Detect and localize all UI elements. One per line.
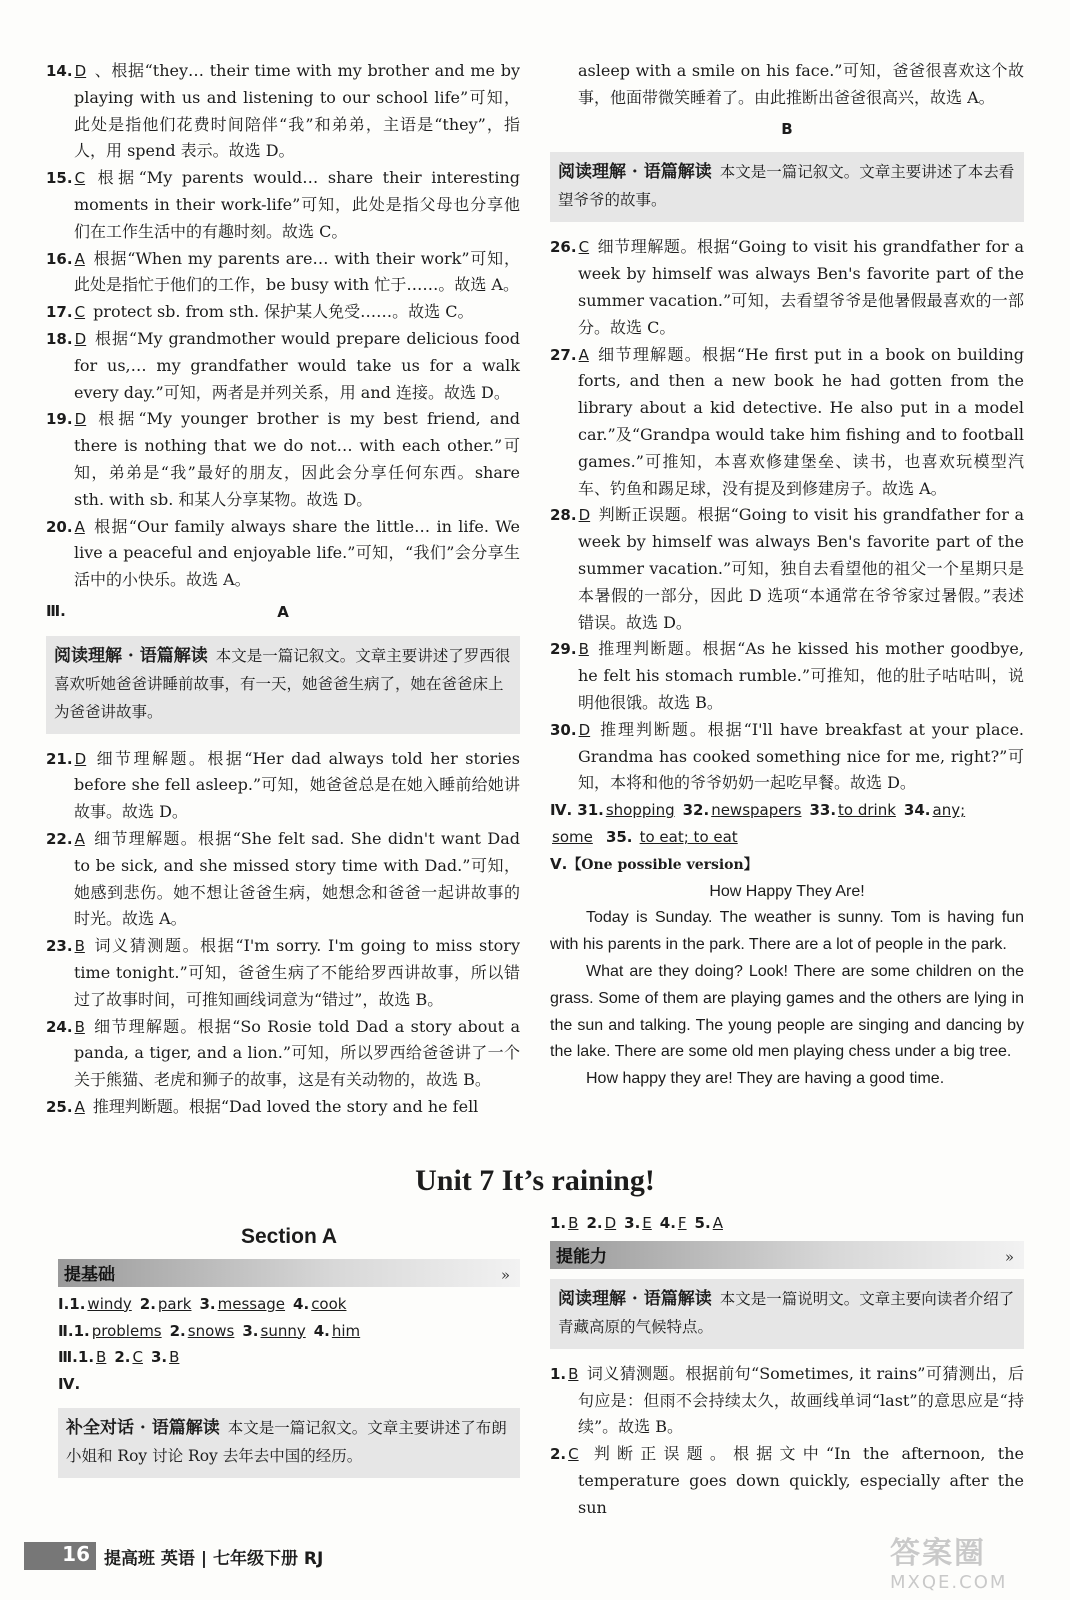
answer-num: 24. [46, 1017, 73, 1036]
answer-choice: F [677, 1214, 687, 1232]
answer-num: 21. [46, 749, 73, 768]
answer-choice: D [578, 506, 591, 525]
answer-item [550, 636, 1024, 716]
answer-num: 5. [694, 1214, 711, 1232]
answer-fill: B [169, 1348, 180, 1367]
box-text: 本文是一篇记叙文。文章主要讲述了布朗小姐和 Roy 讨论 Roy 去年去中国的经历。 [66, 1418, 507, 1465]
section-3-header [46, 598, 520, 626]
answer-num: 26. [550, 238, 577, 257]
answer-num: 30. [550, 720, 577, 739]
answer-fill: problems [91, 1321, 162, 1340]
continued-text: asleep with a smile on his face.”可知，爸爸很喜欢这个故事，他面带微笑睡着了。由此推断出爸爸很高兴，故选 A。 [578, 61, 1024, 107]
section-title: Section A [240, 1225, 338, 1248]
answer-item [46, 933, 520, 1013]
reading-summary-box-c [550, 1279, 1024, 1349]
answer-num: 1. [73, 1321, 90, 1340]
answer-item [46, 58, 520, 165]
watermark-line1: 答案圈 [890, 1536, 986, 1571]
answer-item [550, 717, 1024, 797]
row-label: Ⅲ. [58, 1348, 78, 1367]
right-column [550, 58, 1024, 1093]
answer-explanation: 根据“My parents would… share their interesting moments in their work-life”可知，此处是指父母也分享他们在工作生活中的有趣时刻。故选 C。 [74, 168, 520, 241]
box-tag: 阅读理解 · 语篇解读 [558, 162, 712, 183]
answer-fill: to drink [838, 801, 896, 820]
answer-explanation: 推理判断题。根据“Dad loved the story and he fell [92, 1096, 479, 1116]
left-lower-column [58, 1220, 520, 1490]
chevron-right-icon: » [1004, 1247, 1014, 1266]
answer-num: 35. [605, 827, 633, 846]
essay-title: How Happy They Are! [709, 882, 865, 900]
section-5-header [550, 851, 1024, 879]
answer-item [46, 514, 520, 594]
answer-num: 29. [550, 640, 577, 659]
answer-fill: newspapers [711, 801, 802, 820]
answer-num: 3. [199, 1294, 216, 1313]
answer-item [46, 1094, 520, 1121]
section-4-label: Ⅳ. [58, 1375, 81, 1394]
answer-choice: A [74, 829, 85, 848]
answer-choice: A [74, 1097, 85, 1116]
answer-num: 33. [809, 801, 837, 820]
answer-choice: A [712, 1214, 723, 1232]
answer-num: 1. [69, 1294, 86, 1313]
answer-explanation: 判断正误题。根据文中“In the afternoon, the temperature goes down quickly, especially after the sun [578, 1444, 1024, 1517]
answer-explanation: 推理判断题。根据“As he kissed his mother goodbye, he felt his stomach rumble.”可推知，他的肚子咕咕叫，说明他很饿。故选 B。 [578, 639, 1024, 712]
answer-explanation: 细节理解题。根据“She felt sad. She didn't want Dad to be sick, and she missed story time with Dad.”可知，她感到悲伤。她不想让爸爸生病，她想念和爸爸一起讲故事的时光。故选 A。 [74, 828, 520, 929]
answer-num: 4. [293, 1294, 310, 1313]
answer-item [550, 342, 1024, 503]
answer-choice: C [74, 169, 86, 188]
answer-num: 19. [46, 410, 73, 429]
section-4-cont [550, 824, 1024, 851]
answer-num: 23. [46, 937, 73, 956]
answer-item [46, 746, 520, 826]
answer-num: 32. [682, 801, 710, 820]
box-text: 本文是一篇说明文。文章主要向读者介绍了青藏高原的气候特点。 [558, 1289, 1015, 1336]
answer-fill: any; [932, 801, 966, 820]
section-5-tag: 【One possible version】 [567, 856, 758, 873]
section-4-label: Ⅳ. [550, 801, 573, 820]
answer-choice: C [74, 303, 86, 322]
answer-num: 1. [77, 1348, 95, 1367]
answer-num: 15. [46, 169, 73, 188]
answer-explanation: 根据“Our family always share the little… in life. We live a peaceful and enjoyable life.”可知，“我们”会分享生活中的小快乐。故选 A。 [74, 516, 520, 590]
chevron-right-icon: » [500, 1265, 510, 1284]
answer-row [58, 1318, 520, 1345]
answer-num: 3. [150, 1348, 168, 1367]
answer-fill: windy [87, 1294, 132, 1313]
answer-num: 28. [550, 506, 577, 525]
answer-num: 4. [313, 1321, 330, 1340]
page-number: 16 [24, 1542, 96, 1570]
answer-item [550, 1361, 1024, 1441]
answer-num: 27. [550, 345, 577, 364]
answer-num: 3. [624, 1214, 641, 1232]
dialogue-summary-box [58, 1408, 520, 1478]
box-text: 本文是一篇记叙文。文章主要讲述了罗西很喜欢听她爸爸讲睡前故事，有一天，她爸爸生病了，她在爸爸床上为爸爸讲故事。 [54, 646, 511, 721]
answer-35: to eat; to eat [639, 827, 738, 846]
answer-num: 2. [114, 1348, 131, 1367]
answer-fill: sunny [260, 1321, 306, 1340]
answer-item [46, 326, 520, 406]
left-column [46, 58, 520, 1121]
answer-choice: A [74, 249, 85, 268]
answer-choice: B [74, 1017, 85, 1036]
right-lower-column [550, 1210, 1024, 1522]
answer-num: 17. [46, 303, 73, 322]
answer-item [46, 406, 520, 513]
answer-choice: E [642, 1214, 652, 1232]
answer-item [46, 1014, 520, 1094]
section-5-label: Ⅴ. [550, 854, 568, 873]
answer-fill: him [331, 1321, 361, 1340]
answer-choice: B [568, 1364, 579, 1383]
answer-explanation: 判断正误题。根据“Going to visit his grandfather for a week by himself was always Ben's favorite part of the summer vacation.”可知，独自去看望他的祖父一个星期只是本暑假的一部分，因此 D 选项“本通常在爷爷家过暑假。”表述错误。故选 D。 [578, 505, 1024, 632]
bar-label: 提基础 [64, 1264, 115, 1285]
answer-num: 34. [903, 801, 931, 820]
answer-choice: B [74, 937, 85, 956]
answer-num: 2. [586, 1214, 603, 1232]
section-3-label: Ⅲ. [46, 601, 66, 620]
unit-title: Unit 7 It’s raining! [415, 1164, 655, 1197]
answer-item [550, 502, 1024, 636]
answer-explanation: 、根据“they… their time with my brother and me by playing with us and listening to our school life”可知，此处是指他们花费时间陪伴“我”和弟弟，主语是“they”，指人，用 spend 表示。故选 D。 [74, 61, 520, 161]
answer-num: 2. [169, 1321, 186, 1340]
footer-text: 提高班 英语 | 七年级下册 RJ [104, 1549, 324, 1569]
answer-num: 3. [242, 1321, 259, 1340]
row-label: Ⅱ. [58, 1321, 74, 1340]
box-tag: 补全对话 · 语篇解读 [66, 1417, 220, 1438]
answer-num: 31. [577, 801, 604, 820]
section-letter-b: B [781, 119, 793, 138]
answer-num: 1. [550, 1364, 567, 1383]
answer-choice: C [578, 238, 590, 257]
answer-explanation: 词义猜测题。根据“I'm sorry. I'm going to miss story time tonight.”可知，爸爸生病了不能给罗西讲故事，所以错过了故事时间，可推知画线词意为“错过”，故选 B。 [74, 936, 520, 1009]
answer-choice: A [578, 345, 589, 364]
section-3-letter: A [277, 602, 289, 621]
answer-explanation: 推理判断题。根据“I'll have breakfast at your place. Grandma has cooked something nice for me, right?”可知，本将和他的爷爷奶奶一起吃早餐。故选 D。 [578, 719, 1024, 793]
row-label: Ⅰ. [58, 1294, 70, 1313]
answer-fill: snows [187, 1321, 235, 1340]
answer-choice: C [568, 1445, 579, 1464]
answer-choice: D [74, 62, 87, 80]
answer-explanation: 根据“When my parents are… with their work”可知，此处是指忙于他们的工作，be busy with 忙于……。故选 A。 [74, 248, 520, 295]
answer-fill: park [157, 1294, 192, 1313]
essay-paragraph: How happy they are! They are having a good time. [586, 1070, 945, 1088]
answer-fill: C [132, 1348, 143, 1367]
basic-bar [58, 1259, 520, 1287]
section-4-answers [550, 797, 1024, 824]
essay-paragraph: Today is Sunday. The weather is sunny. Tom is having fun with his parents in the park. There are a lot of people in the park. [550, 909, 1024, 954]
answer-fill: message [217, 1294, 286, 1313]
answer-explanation: 根据“My younger brother is my best friend, and there is nothing that we do not… with each other.”可知，弟弟是“我”最好的朋友，因此会分享任何东西。share sth. with sb. 和某人分享某物。故选 D。 [74, 409, 520, 509]
reading-summary-box-a [46, 636, 520, 734]
reading-summary-box-b [550, 152, 1024, 222]
answer-fill: B [96, 1348, 107, 1367]
answer-num: 25. [46, 1097, 73, 1116]
watermark-line2: MXQE.COM [890, 1572, 1008, 1593]
box-tag: 阅读理解 · 语篇解读 [54, 645, 208, 666]
bar-label: 提能力 [556, 1246, 607, 1267]
answer-row [58, 1344, 520, 1371]
answer-explanation: 细节理解题。根据“Going to visit his grandfather for a week by himself was always Ben's favorite part of the summer vacation.”可知，去看望爷爷是他暑假最喜欢的一部分。故选 C。 [578, 237, 1024, 337]
answer-num: 2. [139, 1294, 156, 1313]
answer-item [550, 1441, 1024, 1521]
answer-num: 2. [550, 1445, 567, 1464]
answer-item [46, 165, 520, 245]
essay-paragraph: What are they doing? Look! There are some children on the grass. Some of them are playing games and the others are lying in the sun and talking. The young people are singing and dancing by the lake. There are some old men playing chess under a big tree. [550, 962, 1024, 1061]
answer-choice: D [74, 329, 87, 348]
answer-explanation: 细节理解题。根据“He first put in a book on building forts, and then a new book he had gotten from the library about a kid detective. He also put in a model car.”及“Grandpa would take him fishing and to football games.”可推知，本喜欢修建堡垒、读书，也喜欢玩模型汽车、钓鱼和踢足球，没有提及到修建房子。故选 A。 [578, 344, 1024, 498]
answer-item [550, 234, 1024, 341]
answer-explanation: 细节理解题。根据“So Rosie told Dad a story about a panda, a tiger, and a lion.”可知，所以罗西给爸爸讲了一个关于熊猫、老虎和狮子的故事，这是有关动物的，故选 B。 [74, 1016, 520, 1090]
answer-explanation: 词义猜测题。根据前句“Sometimes, it rains”可猜测出，后句应是：但雨不会持续太久，故画线单词“last”的意思应是“持续”。故选 B。 [578, 1363, 1024, 1437]
answer-item [46, 299, 520, 326]
answer-explanation: protect sb. from sth. 保护某人免受……。故选 C。 [93, 302, 474, 322]
ability-bar [550, 1241, 1024, 1269]
answer-choice: B [568, 1214, 579, 1232]
answer-explanation: 细节理解题。根据“Her dad always told her stories before she fell asleep.”可知，她爸爸总是在她入睡前给她讲故事。故选 D。 [74, 748, 520, 822]
answer-num: 14. [46, 62, 73, 80]
answer-row [550, 1210, 1024, 1237]
answer-num: 16. [46, 249, 73, 268]
answer-num: 22. [46, 829, 73, 848]
answer-item [46, 826, 520, 933]
box-tag: 阅读理解 · 语篇解读 [558, 1288, 712, 1309]
essay [550, 879, 1024, 1093]
answer-fill: cook [311, 1294, 347, 1313]
answer-row [58, 1291, 520, 1318]
footer [24, 1540, 584, 1574]
answer-34-cont: some [552, 827, 593, 846]
answer-num: 4. [659, 1214, 676, 1232]
answer-num: 1. [550, 1214, 567, 1232]
box-text: 本文是一篇记叙文。文章主要讲述了本去看望爷爷的故事。 [558, 163, 1015, 210]
answer-choice: D [74, 749, 87, 768]
answer-num: 20. [46, 517, 73, 536]
watermark [890, 1528, 1040, 1592]
answer-num: 18. [46, 329, 73, 348]
answer-choice: A [74, 517, 85, 536]
answer-fill: shopping [605, 801, 675, 820]
answer-choice: D [604, 1214, 617, 1232]
answer-explanation: 根据“My grandmother would prepare delicious food for us,… my grandfather would take us for a walk every day.”可知，两者是并列关系，用 and 连接。故选 D。 [74, 328, 520, 402]
answer-choice: B [578, 640, 589, 659]
answer-item [46, 246, 520, 300]
answer-choice: D [578, 720, 591, 739]
answer-choice: D [74, 410, 87, 429]
